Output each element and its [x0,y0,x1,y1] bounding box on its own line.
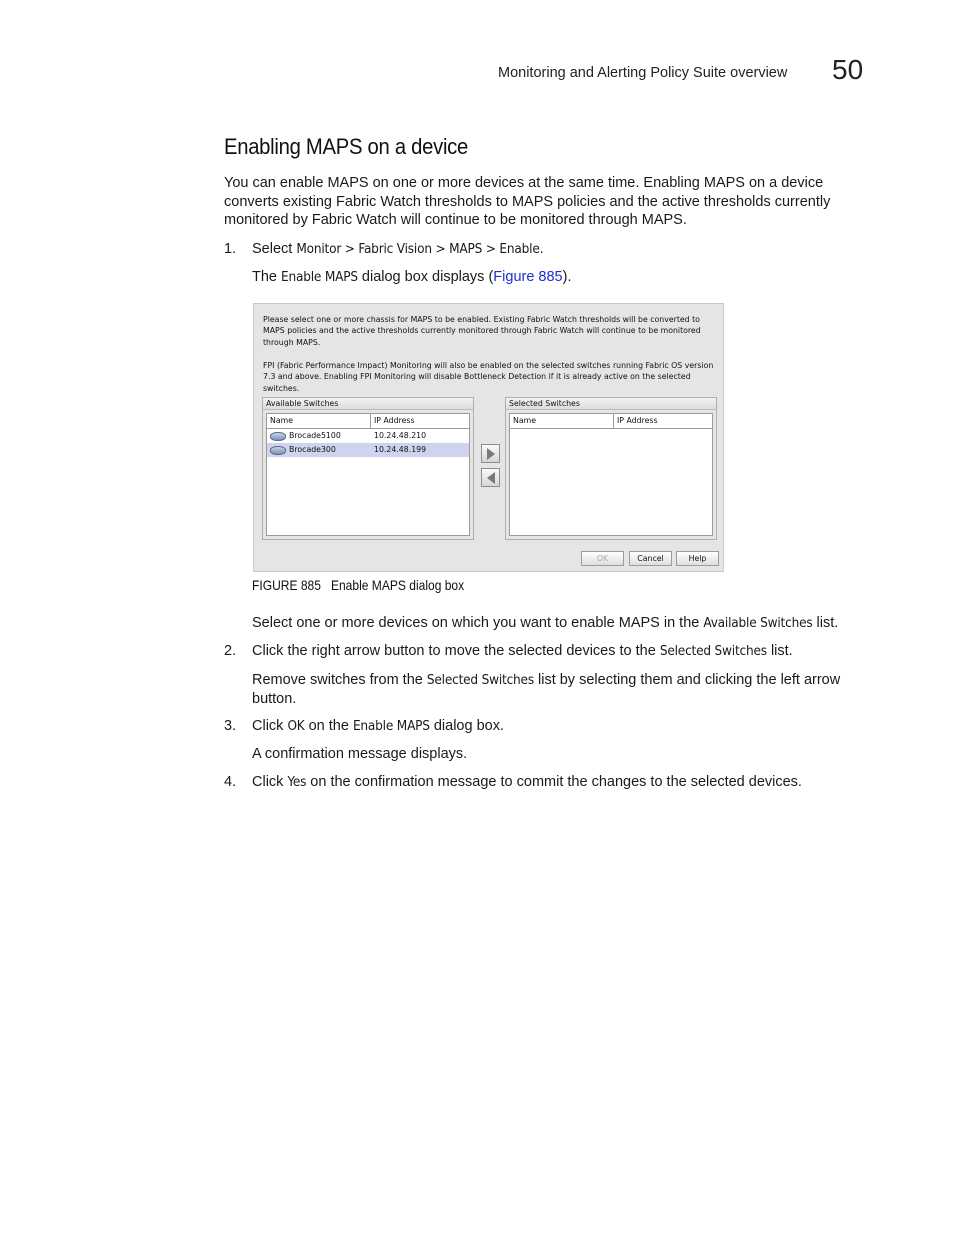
step-number: 3. [224,718,237,734]
ok-button[interactable]: OK [581,551,624,566]
switch-name-cell [270,429,370,443]
section-title: Enabling MAPS on a device [224,134,469,159]
step-text: Click [252,774,288,790]
dialog-name: Enable MAPS [281,269,358,285]
step-1-result [252,268,571,287]
step-text: The [252,269,282,285]
selected-switches-panel [505,397,717,540]
step-number: 1. [224,241,237,257]
dialog-message: Please select one or more chassis for MAPS to be enabled. Existing Fabric Watch thresholds will be converted to MAPS policies and the active thresholds currently monitored through Fabric Watch will continue to be monitored through MAPS. [263,315,701,347]
enable-maps-dialog [253,303,724,572]
step-1-instruction [252,614,867,633]
step-text: on the [304,718,353,734]
switch-icon [270,432,286,441]
table-row[interactable] [267,429,469,443]
move-left-button[interactable] [481,468,500,487]
list-name: Selected Switches [659,643,767,659]
right-arrow-icon [487,448,495,460]
switch-icon [270,446,286,455]
step-1 [224,240,544,259]
button-name: OK [287,718,305,734]
dialog-name: Enable MAPS [352,718,430,734]
dialog-fpi-message: FPI (Fabric Performance Impact) Monitoring will also be enabled on the selected switches running Fabric OS version 7.3 and above. Enabling FPI Monitoring will disable Bottleneck Detection if it is already active on the selected switches. [263,361,714,393]
switch-name: Brocade5100 [289,431,341,440]
table-row-selected[interactable] [267,443,469,457]
list-name: Selected Switches [426,672,534,688]
step-text: dialog box displays ( [357,269,494,285]
step-number: 4. [224,774,237,790]
step-text: on the confirmation message to commit the changes to the selected devices. [306,774,802,790]
selected-switches-table[interactable] [509,413,713,536]
help-button[interactable]: Help [676,551,719,566]
step-text: ). [562,269,572,285]
table-header [267,414,469,429]
figure-label: FIGURE 885 [252,577,321,593]
step-text: . [539,241,544,257]
step-text: list by selecting them and clicking the left arrow button. [252,672,841,707]
intro-paragraph: You can enable MAPS on one or more devices at the same time. Enabling MAPS on a device converts existing Fabric Watch thresholds to MAPS policies and the active thresholds currently monitored by Fabric Watch will continue to be monitored through MAPS. [224,175,831,228]
step-text: Remove switches from the [252,672,427,688]
switch-name: Brocade300 [289,445,336,454]
step-text: Click [252,718,288,734]
step-3 [224,717,867,736]
cancel-button[interactable]: Cancel [629,551,672,566]
figure-caption [252,577,464,593]
step-number: 2. [224,643,237,659]
available-switches-panel [262,397,474,540]
step-text: list. [812,615,839,631]
column-header-ip[interactable]: IP Address [617,416,658,425]
switch-name-cell [270,443,370,457]
chapter-number: 50 [832,54,864,85]
running-header: Monitoring and Alerting Policy Suite overview [498,65,788,81]
menu-path: Monitor > Fabric Vision > MAPS > Enable [296,241,540,257]
column-header-ip[interactable]: IP Address [374,416,415,425]
step-text: Select [252,241,297,257]
panel-title: Selected Switches [506,398,716,410]
switch-ip: 10.24.48.199 [374,445,427,454]
step-2 [224,642,867,661]
figure-link[interactable]: Figure 885 [493,269,563,285]
column-header-name[interactable]: Name [267,414,371,428]
step-text: Select one or more devices on which you want to enable MAPS in the [252,615,704,631]
move-right-button[interactable] [481,444,500,463]
button-name: Yes [287,774,307,790]
panel-title: Available Switches [263,398,473,410]
switch-ip: 10.24.48.210 [374,431,427,440]
left-arrow-icon [487,472,495,484]
step-text: list. [766,643,793,659]
step-4 [224,773,867,792]
step-text: Click the right arrow button to move the selected devices to the [252,643,660,659]
available-switches-table[interactable] [266,413,470,536]
list-name: Available Switches [703,615,813,631]
figure-title: Enable MAPS dialog box [330,577,465,593]
table-header [510,414,712,429]
step-2-note [252,671,872,708]
step-3-result: A confirmation message displays. [252,746,468,762]
step-text: dialog box. [429,718,504,734]
column-header-name[interactable]: Name [510,414,614,428]
